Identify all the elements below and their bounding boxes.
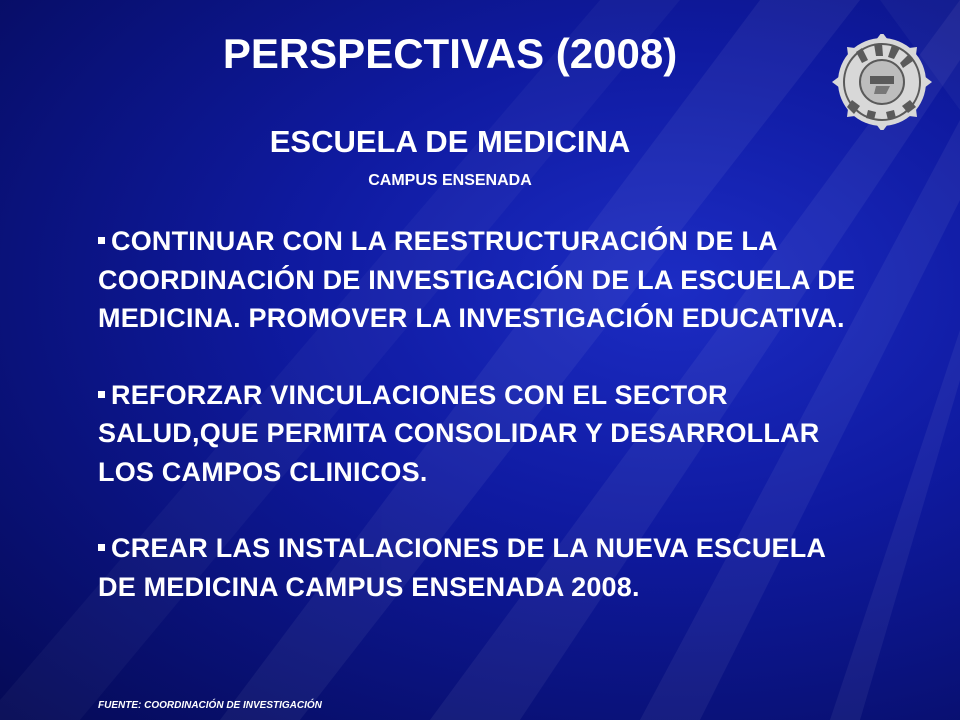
bullet-text: CREAR LAS INSTALACIONES DE LA NUEVA ESCUELA DE MEDICINA CAMPUS ENSENADA 2008. xyxy=(98,533,826,602)
bullet-item xyxy=(98,222,868,338)
university-seal-icon xyxy=(826,34,938,130)
bullet-item xyxy=(98,529,868,606)
slide-subtitle: ESCUELA DE MEDICINA xyxy=(269,124,631,159)
square-bullet-icon xyxy=(98,391,105,398)
square-bullet-icon xyxy=(98,544,105,551)
slide-title: PERSPECTIVAS (2008) xyxy=(222,30,678,77)
campus-label: CAMPUS ENSENADA xyxy=(368,172,532,189)
bullet-text: CONTINUAR CON LA REESTRUCTURACIÓN DE LA COORDINACIÓN DE INVESTIGACIÓN DE LA ESCUELA DE MEDICINA. PROMOVER LA INVESTIGACIÓN EDUCATIVA. xyxy=(98,226,856,333)
square-bullet-icon xyxy=(98,237,105,244)
bullet-list xyxy=(98,222,868,644)
bullet-item xyxy=(98,376,868,492)
source-note: FUENTE: COORDINACIÓN DE INVESTIGACIÓN xyxy=(98,700,322,711)
bullet-text: REFORZAR VINCULACIONES CON EL SECTOR SALUD,QUE PERMITA CONSOLIDAR Y DESARROLLAR LOS CAMPOS CLINICOS. xyxy=(98,379,820,487)
